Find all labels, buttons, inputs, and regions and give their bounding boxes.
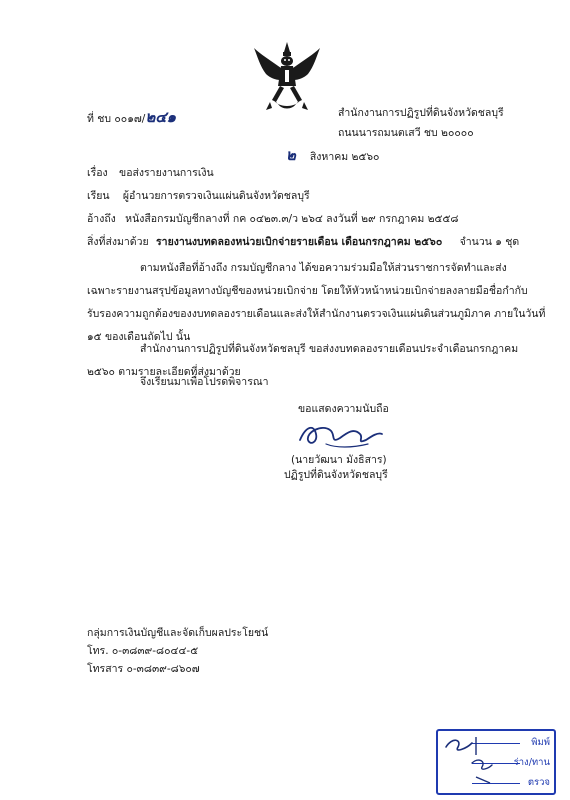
- footer-fax: โทรสาร ๐-๓๘๓๙-๘๖๐๗: [87, 663, 200, 675]
- body-paragraph-1: [87, 257, 545, 349]
- footer-department: กลุ่มการเงินบัญชีและจัดเก็บผลประโยชน์: [87, 627, 269, 639]
- signatory-name: (นายวัฒนา มังธิสาร): [291, 454, 387, 466]
- paragraph-1-line-2: เฉพาะรายงานสรุปข้อมูลทางบัญชีของหน่วยเบิกจ่าย โดยให้หัวหน้าหน่วยเบิกจ่ายลงลายมือชื่อกำกับ: [87, 285, 528, 297]
- handwritten-signature: [296, 418, 386, 452]
- stamp-initials: [442, 733, 502, 789]
- reference-number: [87, 110, 176, 126]
- office-name: สำนักงานการปฏิรูปที่ดินจังหวัดชลบุรี: [338, 107, 504, 119]
- enclosure-line: [87, 235, 519, 249]
- stamp-label-typed: พิมพ์: [531, 737, 550, 748]
- footer-phone: โทร. ๐-๓๘๓๙-๘๐๔๔-๕: [87, 645, 199, 657]
- recipient-label: เรียน: [87, 190, 110, 202]
- subject-value: ขอส่งรายงานการเงิน: [119, 167, 214, 179]
- letter-date: [286, 148, 379, 164]
- salutation: ขอแสดงความนับถือ: [298, 403, 389, 415]
- handwritten-date-day: ๒: [286, 146, 296, 164]
- enclosure-value: รายงานงบทดลองหน่วยเบิกจ่ายรายเดือน เดือนกรกฎาคม ๒๕๖๐: [156, 236, 443, 248]
- paragraph-1-line-3: รับรองความถูกต้องของงบทดลองรายเดือนและส่งให้สำนักงานตรวจเงินแผ่นดินส่วนภูมิภาค ภายในวันที่: [87, 308, 546, 320]
- office-address: ถนนนารถมนตเสวี ชบ ๒๐๐๐๐: [338, 127, 474, 139]
- paragraph-1-line-4: ๑๕ ของเดือนถัดไป นั้น: [87, 331, 191, 343]
- closing-line: จึงเรียนมาเพื่อโปรดพิจารณา: [140, 376, 269, 388]
- subject-line: [87, 166, 214, 180]
- garuda-emblem: [252, 40, 322, 112]
- reference-line: [87, 212, 459, 226]
- enclosure-count: จำนวน ๑ ชุด: [459, 236, 520, 248]
- typing-stamp: [436, 729, 556, 795]
- handwritten-reference-number: ๒๔๑: [145, 108, 177, 126]
- reference-value: หนังสือกรมบัญชีกลางที่ กค ๐๔๒๓.๓/ว ๒๖๔ ลงวันที่ ๒๙ กรกฎาคม ๒๕๕๘: [125, 213, 459, 225]
- paragraph-2-line-1: สำนักงานการปฏิรูปที่ดินจังหวัดชลบุรี ขอส่งงบทดลองรายเดือนประจำเดือนกรกฎาคม: [140, 343, 519, 355]
- reference-prefix: ที่ ชบ ๐๐๑๗/: [87, 113, 146, 125]
- date-month-year: สิงหาคม ๒๕๖๐: [309, 151, 380, 163]
- paragraph-2-line-2: ๒๕๖๐ ตามรายละเอียดที่ส่งมาด้วย: [87, 366, 241, 378]
- recipient-line: [87, 189, 310, 203]
- reference-label: อ้างถึง: [87, 213, 116, 225]
- stamp-label-drafted: ร่าง/ทาน: [513, 757, 550, 768]
- paragraph-1-line-1: ตามหนังสือที่อ้างถึง กรมบัญชีกลาง ได้ขอความร่วมมือให้ส่วนราชการจัดทำและส่ง: [140, 262, 507, 274]
- subject-label: เรื่อง: [87, 167, 108, 179]
- recipient-value: ผู้อำนวยการตรวจเงินแผ่นดินจังหวัดชลบุรี: [122, 190, 310, 202]
- stamp-label-checked: ตรวจ: [527, 777, 550, 788]
- signatory-position: ปฏิรูปที่ดินจังหวัดชลบุรี: [284, 469, 388, 481]
- enclosure-label: สิ่งที่ส่งมาด้วย: [87, 236, 149, 248]
